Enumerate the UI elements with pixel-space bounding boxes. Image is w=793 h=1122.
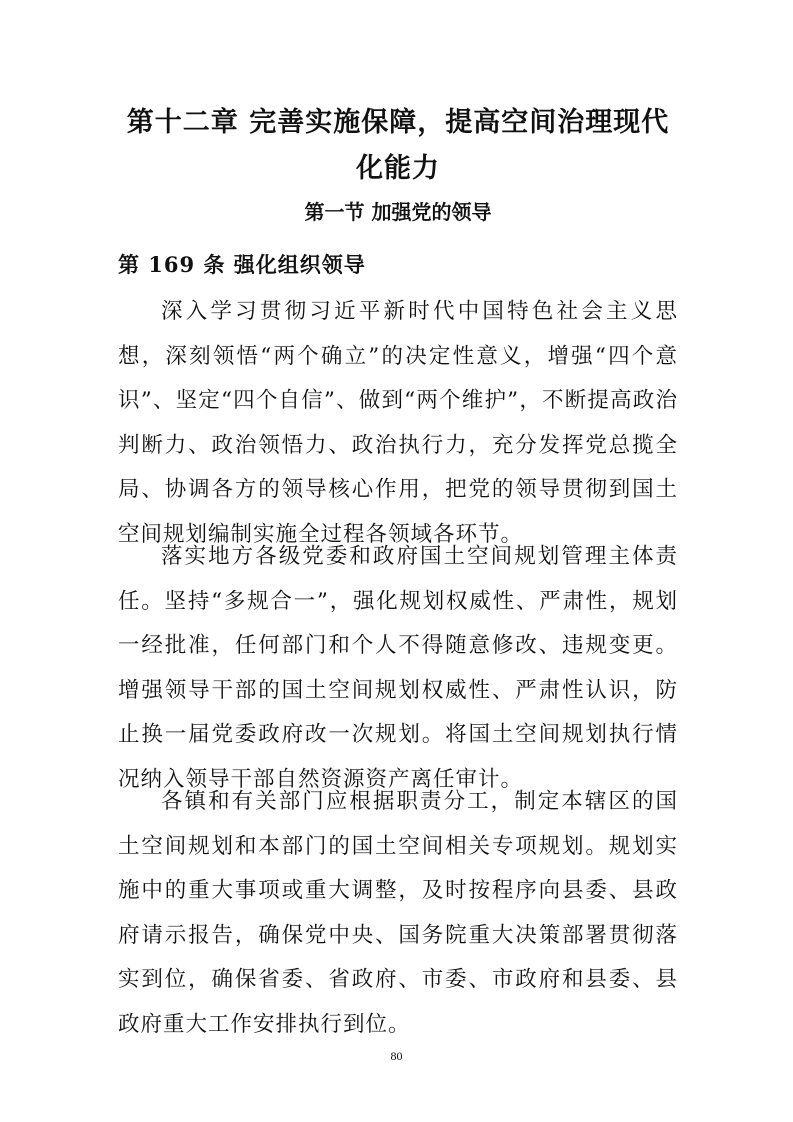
- section-title: 第一节 加强党的领导: [304, 200, 492, 224]
- page-number: 80: [390, 1049, 403, 1063]
- body-paragraph: 深入学习贯彻习近平新时代中国特色社会主义思想，深刻领悟“两个确立”的决定性意义，增强“四个意识”、坚定“四个自信”、做到“两个维护”，不断提高政治判断力、政治领悟力、政治执行力，充分发挥党总揽全局、协调各方的领导核心作用，把党的领导贯彻到国土空间规划编制实施全过程各领域各环节。: [118, 299, 678, 547]
- body-paragraph: 落实地方各级党委和政府国土空间规划管理主体责任。坚持“多规合一”，强化规划权威性、严肃性，规划一经批准，任何部门和个人不得随意修改、违规变更。增强领导干部的国土空间规划权威性、严肃性认识，防止换一届党委政府改一次规划。将国土空间规划执行情况纳入领导干部自然资源资产离任审计。: [118, 544, 678, 792]
- body-paragraph: 各镇和有关部门应根据职责分工，制定本辖区的国土空间规划和本部门的国土空间相关专项规划。规划实施中的重大事项或重大调整，及时按程序向县委、县政府请示报告，确保党中央、国务院重大决策部署贯彻落实到位，确保省委、省政府、市委、市政府和县委、县政府重大工作安排执行到位。: [118, 789, 678, 1037]
- article-title: 第 169 条 强化组织领导: [118, 252, 366, 277]
- chapter-title: 第十二章 完善实施保障，提高空间治理现代化能力: [126, 107, 670, 184]
